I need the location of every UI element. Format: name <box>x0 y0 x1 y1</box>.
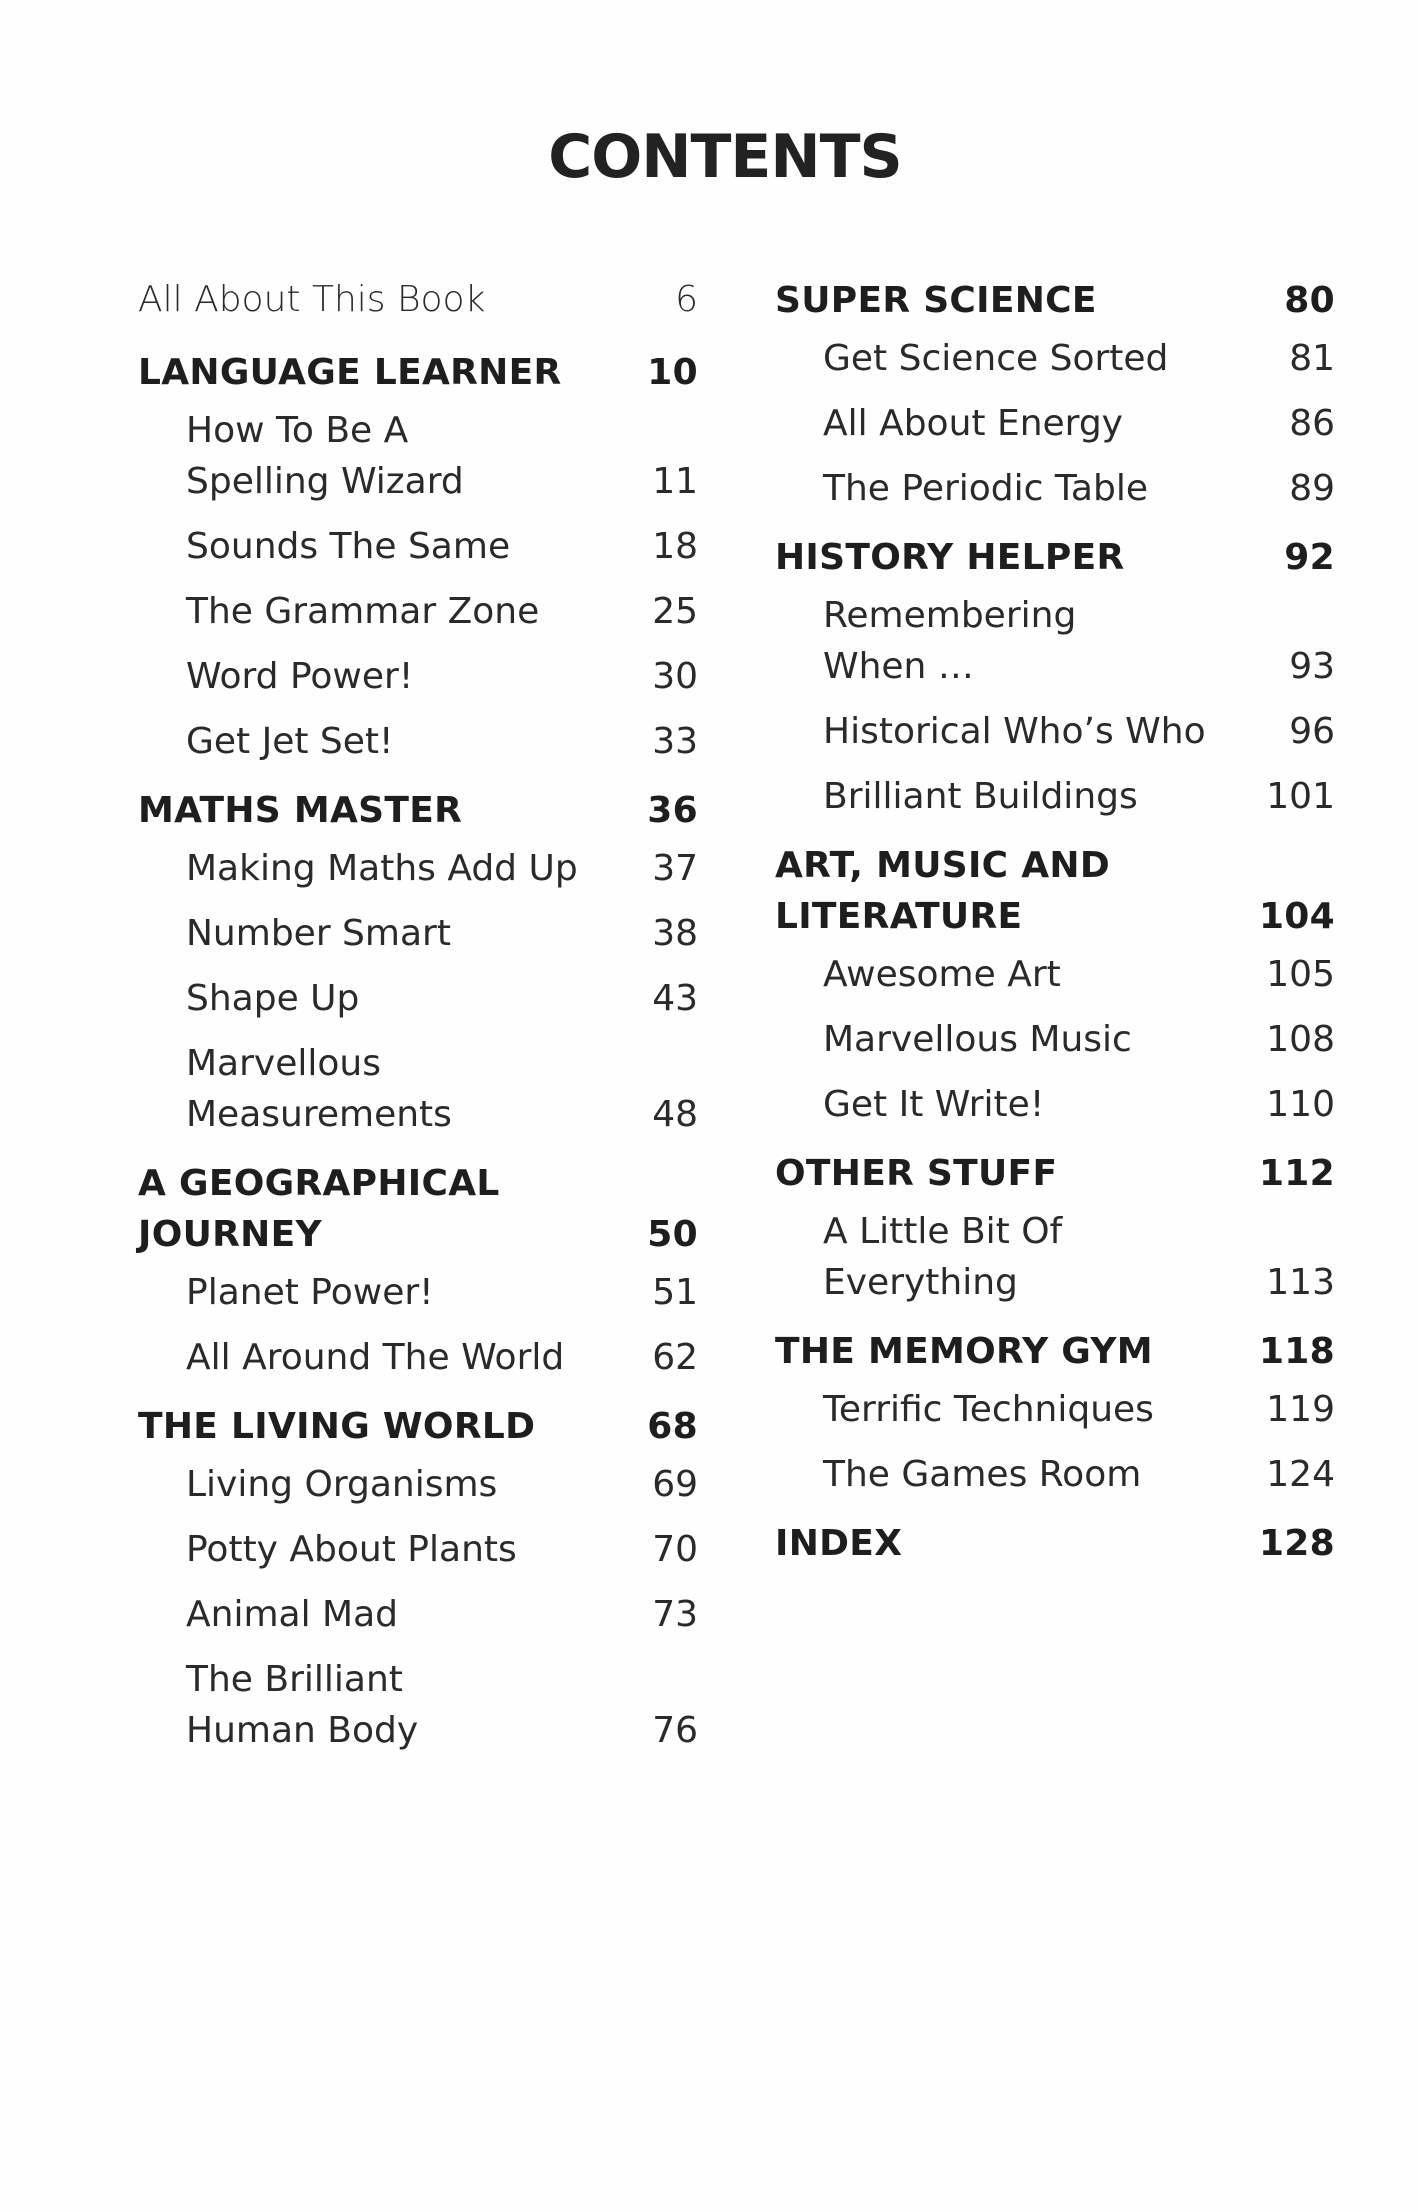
toc-section-heading[interactable] <box>775 1148 1335 1199</box>
section-heading-page: 68 <box>647 1406 698 1447</box>
toc-entry[interactable] <box>823 463 1335 514</box>
toc-section <box>138 1401 698 1756</box>
toc-section-heading[interactable] <box>775 275 1335 326</box>
toc-entry-label: All About Energy <box>823 403 1123 444</box>
toc-entry-page: 89 <box>1289 468 1335 509</box>
section-heading-page: 118 <box>1258 1331 1335 1372</box>
section-heading-page: 36 <box>647 790 698 831</box>
toc-entry-page: 11 <box>652 461 698 502</box>
toc-entry-page: 76 <box>652 1710 698 1751</box>
toc-entry-label: All Around The World <box>186 1337 565 1378</box>
toc-entry[interactable] <box>823 398 1335 449</box>
toc-entry-page: 70 <box>652 1529 698 1570</box>
toc-entry-page: 105 <box>1266 954 1335 995</box>
toc-entry-page: 18 <box>652 526 698 567</box>
toc-subsection-list <box>823 1384 1335 1500</box>
toc-entry-label: Marvellous Music <box>823 1019 1132 1060</box>
toc-entry-label: Potty About Plants <box>186 1529 517 1570</box>
toc-entry-label: Get Jet Set! <box>186 721 394 762</box>
toc-entry[interactable] <box>186 908 698 959</box>
toc-entry-label: Remembering When … <box>823 595 1077 687</box>
toc-section-heading[interactable] <box>138 1401 698 1452</box>
toc-entry-label: Get Science Sorted <box>823 338 1169 379</box>
toc-entry-page: 124 <box>1266 1454 1335 1495</box>
toc-section-heading[interactable] <box>775 1326 1335 1377</box>
toc-entry[interactable] <box>186 405 698 507</box>
toc-entry-label: Shape Up <box>186 978 360 1019</box>
toc-entry-label: Awesome Art <box>823 954 1061 995</box>
section-heading-label: HISTORY HELPER <box>775 537 1125 578</box>
toc-entry-page: 73 <box>652 1594 698 1635</box>
toc-entry[interactable] <box>186 1459 698 1510</box>
toc-entry-page: 101 <box>1266 776 1335 817</box>
toc-subsection-list <box>823 1206 1335 1308</box>
toc-section <box>775 275 1335 514</box>
toc-section-heading[interactable] <box>775 532 1335 583</box>
toc-subsection-list <box>186 1459 698 1756</box>
toc-subsection-list <box>823 590 1335 822</box>
section-heading-label: MATHS MASTER <box>138 790 463 831</box>
toc-entry-page: 69 <box>652 1464 698 1505</box>
toc-section <box>138 785 698 1140</box>
toc-section <box>138 1158 698 1383</box>
section-heading-page: 92 <box>1284 537 1335 578</box>
toc-entry-page: 30 <box>652 656 698 697</box>
toc-section-heading[interactable] <box>138 347 698 398</box>
toc-entry-page: 37 <box>652 848 698 889</box>
toc-entry-page: 6 <box>675 279 698 320</box>
toc-entry-page: 25 <box>652 591 698 632</box>
toc-section <box>775 1148 1335 1308</box>
toc-section-heading[interactable] <box>138 1158 698 1260</box>
toc-entry-page: 96 <box>1289 711 1335 752</box>
toc-entry-page: 38 <box>652 913 698 954</box>
toc-entry-intro[interactable] <box>138 275 698 325</box>
toc-entry-label: Word Power! <box>186 656 414 697</box>
toc-entry[interactable] <box>186 521 698 572</box>
toc-entry-page: 33 <box>652 721 698 762</box>
section-heading-label: A GEOGRAPHICAL JOURNEY <box>138 1163 500 1255</box>
toc-entry-page: 113 <box>1266 1262 1335 1303</box>
section-heading-page: 112 <box>1258 1153 1335 1194</box>
toc-entry-label: Sounds The Same <box>186 526 511 567</box>
section-heading-label: SUPER SCIENCE <box>775 280 1097 321</box>
toc-entry[interactable] <box>823 1079 1335 1130</box>
toc-entry[interactable] <box>823 706 1335 757</box>
toc-section <box>775 1518 1335 1569</box>
toc-entry[interactable] <box>823 333 1335 384</box>
toc-entry-label: Making Maths Add Up <box>186 848 578 889</box>
section-heading-page: 104 <box>1258 896 1335 937</box>
toc-entry-label: Terrific Techniques <box>823 1389 1154 1430</box>
toc-entry-label: Planet Power! <box>186 1272 434 1313</box>
toc-entry[interactable] <box>186 1038 698 1140</box>
toc-entry-label: Brilliant Buildings <box>823 776 1138 817</box>
toc-entry[interactable] <box>186 651 698 702</box>
toc-section-heading[interactable] <box>775 1518 1335 1569</box>
toc-entry[interactable] <box>186 843 698 894</box>
toc-subsection-list <box>823 949 1335 1130</box>
toc-entry[interactable] <box>823 1014 1335 1065</box>
toc-section <box>775 840 1335 1130</box>
contents-column-left <box>138 275 698 1774</box>
toc-entry[interactable] <box>823 1384 1335 1435</box>
toc-entry-page: 62 <box>652 1337 698 1378</box>
toc-subsection-list <box>186 843 698 1140</box>
toc-entry[interactable] <box>823 1449 1335 1500</box>
toc-entry[interactable] <box>186 1332 698 1383</box>
toc-entry-label: The Games Room <box>823 1454 1142 1495</box>
section-heading-page: 50 <box>647 1214 698 1255</box>
toc-subsection-list <box>186 1267 698 1383</box>
toc-entry-label: Get It Write! <box>823 1084 1045 1125</box>
toc-entry-page: 93 <box>1289 646 1335 687</box>
toc-entry[interactable] <box>823 1206 1335 1308</box>
toc-entry[interactable] <box>186 586 698 637</box>
toc-entry-label: Historical Who’s Who <box>823 711 1206 752</box>
section-heading-label: INDEX <box>775 1523 903 1564</box>
section-heading-label: THE MEMORY GYM <box>775 1331 1153 1372</box>
toc-entry-label: The Grammar Zone <box>186 591 540 632</box>
contents-column-right <box>775 275 1335 1587</box>
toc-entry-page: 43 <box>652 978 698 1019</box>
section-heading-label: LANGUAGE LEARNER <box>138 352 562 393</box>
toc-section <box>138 347 698 767</box>
toc-entry-label: The Brilliant Human Body <box>186 1659 419 1751</box>
right-sections <box>775 275 1335 1569</box>
toc-entry-label: Animal Mad <box>186 1594 398 1635</box>
toc-entry-page: 48 <box>652 1094 698 1135</box>
toc-entry-page: 110 <box>1266 1084 1335 1125</box>
toc-entry[interactable] <box>823 949 1335 1000</box>
left-sections <box>138 347 698 1756</box>
toc-entry[interactable] <box>186 1267 698 1318</box>
toc-entry[interactable] <box>186 973 698 1024</box>
section-heading-label: ART, MUSIC AND LITERATURE <box>775 845 1111 937</box>
toc-subsection-list <box>186 405 698 767</box>
toc-entry-label: How To Be A Spelling Wizard <box>186 410 464 502</box>
toc-section-heading[interactable] <box>138 785 698 836</box>
toc-entry[interactable] <box>823 590 1335 692</box>
toc-entry-page: 51 <box>652 1272 698 1313</box>
toc-section-heading[interactable] <box>775 840 1335 942</box>
toc-entry-page: 119 <box>1266 1389 1335 1430</box>
section-heading-page: 80 <box>1284 280 1335 321</box>
toc-entry-label: Living Organisms <box>186 1464 498 1505</box>
toc-subsection-list <box>823 333 1335 514</box>
section-heading-page: 10 <box>647 352 698 393</box>
toc-entry-page: 81 <box>1289 338 1335 379</box>
toc-entry-page: 86 <box>1289 403 1335 444</box>
toc-entry-label: All About This Book <box>138 279 486 320</box>
toc-entry-label: Marvellous Measurements <box>186 1043 452 1135</box>
toc-entry[interactable] <box>823 771 1335 822</box>
toc-entry[interactable] <box>186 1524 698 1575</box>
toc-section <box>775 1326 1335 1500</box>
toc-section <box>775 532 1335 822</box>
toc-entry-label: Number Smart <box>186 913 451 954</box>
toc-entry[interactable] <box>186 1654 698 1756</box>
toc-entry-page: 108 <box>1266 1019 1335 1060</box>
page-title: CONTENTS <box>548 122 902 192</box>
toc-entry-label: The Periodic Table <box>823 468 1148 509</box>
toc-entry-label: A Little Bit Of Everything <box>823 1211 1063 1303</box>
toc-entry[interactable] <box>186 1589 698 1640</box>
toc-entry[interactable] <box>186 716 698 767</box>
section-heading-label: THE LIVING WORLD <box>138 1406 536 1447</box>
section-heading-label: OTHER STUFF <box>775 1153 1058 1194</box>
section-heading-page: 128 <box>1258 1523 1335 1564</box>
